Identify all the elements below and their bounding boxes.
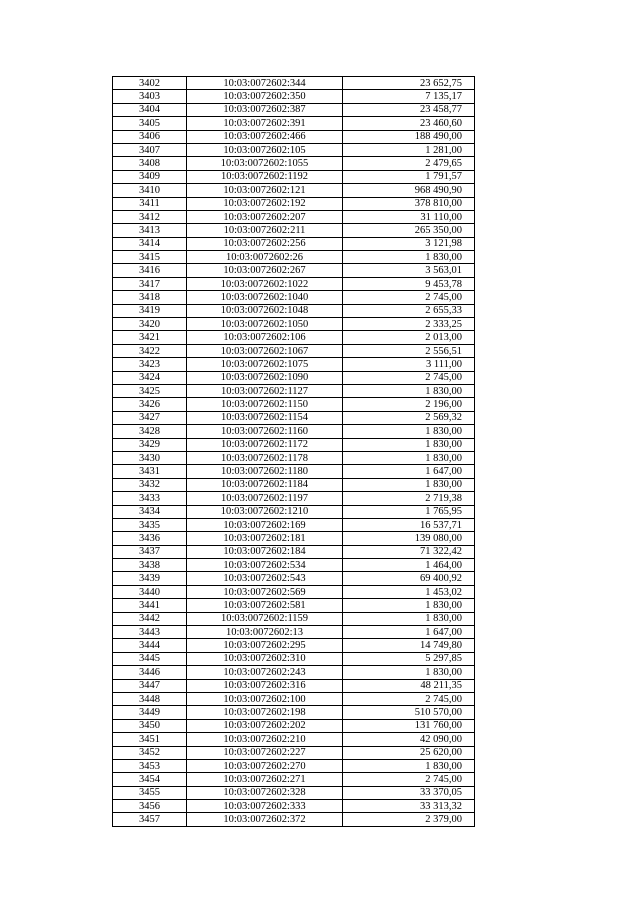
value-cell: 3 563,01 <box>343 264 475 277</box>
value-cell: 2 655,33 <box>343 304 475 317</box>
row-number-cell: 3439 <box>113 572 187 585</box>
cadastral-number-cell: 10:03:0072602:1075 <box>187 358 343 371</box>
table-row <box>113 344 475 357</box>
cadastral-number-cell: 10:03:0072602:569 <box>187 585 343 598</box>
cadastral-number-cell: 10:03:0072602:295 <box>187 639 343 652</box>
table-row <box>113 237 475 250</box>
value-cell: 1 765,95 <box>343 505 475 518</box>
value-cell: 7 135,17 <box>343 90 475 103</box>
cadastral-number-cell: 10:03:0072602:1090 <box>187 371 343 384</box>
table-row <box>113 746 475 759</box>
cadastral-number-cell: 10:03:0072602:227 <box>187 746 343 759</box>
table-row <box>113 773 475 786</box>
table-row <box>113 719 475 732</box>
row-number-cell: 3408 <box>113 157 187 170</box>
table-row <box>113 77 475 90</box>
cadastral-number-cell: 10:03:0072602:211 <box>187 224 343 237</box>
value-cell: 2 013,00 <box>343 331 475 344</box>
row-number-cell: 3427 <box>113 411 187 424</box>
table-row <box>113 786 475 799</box>
table-row <box>113 813 475 826</box>
cadastral-number-cell: 10:03:0072602:181 <box>187 532 343 545</box>
row-number-cell: 3437 <box>113 545 187 558</box>
value-cell: 33 313,32 <box>343 800 475 813</box>
row-number-cell: 3455 <box>113 786 187 799</box>
row-number-cell: 3430 <box>113 451 187 464</box>
cadastral-number-cell: 10:03:0072602:121 <box>187 184 343 197</box>
table-row <box>113 599 475 612</box>
row-number-cell: 3435 <box>113 518 187 531</box>
table-row <box>113 532 475 545</box>
row-number-cell: 3403 <box>113 90 187 103</box>
value-cell: 14 749,80 <box>343 639 475 652</box>
table-row <box>113 398 475 411</box>
value-cell: 510 570,00 <box>343 706 475 719</box>
row-number-cell: 3413 <box>113 224 187 237</box>
cadastral-number-cell: 10:03:0072602:1022 <box>187 277 343 290</box>
table-row <box>113 652 475 665</box>
value-cell: 139 080,00 <box>343 532 475 545</box>
table-row <box>113 384 475 397</box>
row-number-cell: 3436 <box>113 532 187 545</box>
table-row <box>113 759 475 772</box>
table-row <box>113 626 475 639</box>
cadastral-number-cell: 10:03:0072602:1055 <box>187 157 343 170</box>
table-row <box>113 318 475 331</box>
row-number-cell: 3446 <box>113 666 187 679</box>
cadastral-number-cell: 10:03:0072602:1040 <box>187 291 343 304</box>
row-number-cell: 3431 <box>113 465 187 478</box>
cadastral-number-cell: 10:03:0072602:210 <box>187 733 343 746</box>
row-number-cell: 3415 <box>113 251 187 264</box>
table-row <box>113 733 475 746</box>
cadastral-number-cell: 10:03:0072602:1159 <box>187 612 343 625</box>
table-row <box>113 210 475 223</box>
row-number-cell: 3405 <box>113 117 187 130</box>
cadastral-number-cell: 10:03:0072602:1160 <box>187 425 343 438</box>
value-cell: 1 453,02 <box>343 585 475 598</box>
table-row <box>113 585 475 598</box>
table-row <box>113 358 475 371</box>
table-row <box>113 478 475 491</box>
row-number-cell: 3411 <box>113 197 187 210</box>
value-cell: 968 490,90 <box>343 184 475 197</box>
cadastral-number-cell: 10:03:0072602:192 <box>187 197 343 210</box>
value-cell: 1 830,00 <box>343 666 475 679</box>
cadastral-number-cell: 10:03:0072602:1172 <box>187 438 343 451</box>
row-number-cell: 3454 <box>113 773 187 786</box>
table-row <box>113 143 475 156</box>
value-cell: 16 537,71 <box>343 518 475 531</box>
row-number-cell: 3409 <box>113 170 187 183</box>
cadastral-number-cell: 10:03:0072602:13 <box>187 626 343 639</box>
table-row <box>113 130 475 143</box>
row-number-cell: 3444 <box>113 639 187 652</box>
row-number-cell: 3423 <box>113 358 187 371</box>
cadastral-number-cell: 10:03:0072602:1048 <box>187 304 343 317</box>
row-number-cell: 3457 <box>113 813 187 826</box>
value-cell: 1 647,00 <box>343 465 475 478</box>
table-row <box>113 170 475 183</box>
table-row <box>113 518 475 531</box>
row-number-cell: 3445 <box>113 652 187 665</box>
row-number-cell: 3447 <box>113 679 187 692</box>
cadastral-number-cell: 10:03:0072602:26 <box>187 251 343 264</box>
row-number-cell: 3450 <box>113 719 187 732</box>
cadastral-value-table <box>112 76 475 827</box>
cadastral-number-cell: 10:03:0072602:202 <box>187 719 343 732</box>
table-row <box>113 692 475 705</box>
table-row <box>113 291 475 304</box>
value-cell: 1 830,00 <box>343 425 475 438</box>
cadastral-number-cell: 10:03:0072602:207 <box>187 210 343 223</box>
row-number-cell: 3426 <box>113 398 187 411</box>
table-row <box>113 666 475 679</box>
cadastral-number-cell: 10:03:0072602:105 <box>187 143 343 156</box>
cadastral-number-cell: 10:03:0072602:267 <box>187 264 343 277</box>
row-number-cell: 3456 <box>113 800 187 813</box>
value-cell: 1 830,00 <box>343 759 475 772</box>
value-cell: 25 620,00 <box>343 746 475 759</box>
cadastral-number-cell: 10:03:0072602:1184 <box>187 478 343 491</box>
value-cell: 1 464,00 <box>343 559 475 572</box>
value-cell: 2 333,25 <box>343 318 475 331</box>
table-row <box>113 371 475 384</box>
cadastral-number-cell: 10:03:0072602:1154 <box>187 411 343 424</box>
table-row <box>113 492 475 505</box>
value-cell: 2 556,51 <box>343 344 475 357</box>
table-row <box>113 639 475 652</box>
value-cell: 1 830,00 <box>343 384 475 397</box>
row-number-cell: 3449 <box>113 706 187 719</box>
value-cell: 2 745,00 <box>343 291 475 304</box>
row-number-cell: 3410 <box>113 184 187 197</box>
row-number-cell: 3407 <box>113 143 187 156</box>
row-number-cell: 3422 <box>113 344 187 357</box>
table-row <box>113 572 475 585</box>
row-number-cell: 3428 <box>113 425 187 438</box>
value-cell: 2 479,65 <box>343 157 475 170</box>
value-cell: 31 110,00 <box>343 210 475 223</box>
cadastral-number-cell: 10:03:0072602:372 <box>187 813 343 826</box>
row-number-cell: 3451 <box>113 733 187 746</box>
value-cell: 3 121,98 <box>343 237 475 250</box>
value-cell: 1 647,00 <box>343 626 475 639</box>
cadastral-number-cell: 10:03:0072602:391 <box>187 117 343 130</box>
row-number-cell: 3421 <box>113 331 187 344</box>
row-number-cell: 3406 <box>113 130 187 143</box>
value-cell: 42 090,00 <box>343 733 475 746</box>
value-cell: 69 400,92 <box>343 572 475 585</box>
table-row <box>113 251 475 264</box>
table-row <box>113 304 475 317</box>
value-cell: 5 297,85 <box>343 652 475 665</box>
row-number-cell: 3440 <box>113 585 187 598</box>
value-cell: 2 719,38 <box>343 492 475 505</box>
row-number-cell: 3416 <box>113 264 187 277</box>
table-row <box>113 706 475 719</box>
value-cell: 2 196,00 <box>343 398 475 411</box>
table-row <box>113 465 475 478</box>
row-number-cell: 3453 <box>113 759 187 772</box>
value-cell: 3 111,00 <box>343 358 475 371</box>
cadastral-number-cell: 10:03:0072602:1180 <box>187 465 343 478</box>
cadastral-number-cell: 10:03:0072602:1150 <box>187 398 343 411</box>
row-number-cell: 3424 <box>113 371 187 384</box>
cadastral-number-cell: 10:03:0072602:1050 <box>187 318 343 331</box>
table-row <box>113 451 475 464</box>
table-row <box>113 505 475 518</box>
value-cell: 188 490,00 <box>343 130 475 143</box>
cadastral-number-cell: 10:03:0072602:333 <box>187 800 343 813</box>
table-row <box>113 277 475 290</box>
row-number-cell: 3452 <box>113 746 187 759</box>
row-number-cell: 3418 <box>113 291 187 304</box>
table-row <box>113 264 475 277</box>
value-cell: 2 569,32 <box>343 411 475 424</box>
value-cell: 23 458,77 <box>343 103 475 116</box>
value-cell: 1 830,00 <box>343 478 475 491</box>
cadastral-number-cell: 10:03:0072602:184 <box>187 545 343 558</box>
cadastral-number-cell: 10:03:0072602:310 <box>187 652 343 665</box>
table-row <box>113 331 475 344</box>
value-cell: 1 791,57 <box>343 170 475 183</box>
table-row <box>113 679 475 692</box>
table-row <box>113 438 475 451</box>
row-number-cell: 3443 <box>113 626 187 639</box>
table-row <box>113 197 475 210</box>
value-cell: 33 370,05 <box>343 786 475 799</box>
value-cell: 1 830,00 <box>343 451 475 464</box>
table-row <box>113 157 475 170</box>
table-row <box>113 425 475 438</box>
table-row <box>113 103 475 116</box>
row-number-cell: 3412 <box>113 210 187 223</box>
cadastral-number-cell: 10:03:0072602:1210 <box>187 505 343 518</box>
value-cell: 2 745,00 <box>343 773 475 786</box>
cadastral-number-cell: 10:03:0072602:534 <box>187 559 343 572</box>
value-cell: 71 322,42 <box>343 545 475 558</box>
row-number-cell: 3425 <box>113 384 187 397</box>
cadastral-number-cell: 10:03:0072602:256 <box>187 237 343 250</box>
table-row <box>113 117 475 130</box>
table-row <box>113 800 475 813</box>
row-number-cell: 3414 <box>113 237 187 250</box>
cadastral-number-cell: 10:03:0072602:1197 <box>187 492 343 505</box>
row-number-cell: 3438 <box>113 559 187 572</box>
value-cell: 1 830,00 <box>343 438 475 451</box>
table-row <box>113 224 475 237</box>
value-cell: 1 830,00 <box>343 599 475 612</box>
cadastral-number-cell: 10:03:0072602:169 <box>187 518 343 531</box>
cadastral-number-cell: 10:03:0072602:350 <box>187 90 343 103</box>
row-number-cell: 3432 <box>113 478 187 491</box>
cadastral-number-cell: 10:03:0072602:316 <box>187 679 343 692</box>
row-number-cell: 3433 <box>113 492 187 505</box>
table-row <box>113 411 475 424</box>
table-row <box>113 612 475 625</box>
cadastral-number-cell: 10:03:0072602:198 <box>187 706 343 719</box>
table-body <box>113 77 475 827</box>
cadastral-number-cell: 10:03:0072602:466 <box>187 130 343 143</box>
value-cell: 23 460,60 <box>343 117 475 130</box>
table-row <box>113 90 475 103</box>
row-number-cell: 3402 <box>113 77 187 90</box>
row-number-cell: 3429 <box>113 438 187 451</box>
value-cell: 2 745,00 <box>343 371 475 384</box>
cadastral-number-cell: 10:03:0072602:581 <box>187 599 343 612</box>
table-row <box>113 545 475 558</box>
value-cell: 1 830,00 <box>343 251 475 264</box>
cadastral-number-cell: 10:03:0072602:106 <box>187 331 343 344</box>
row-number-cell: 3441 <box>113 599 187 612</box>
value-cell: 2 379,00 <box>343 813 475 826</box>
row-number-cell: 3404 <box>113 103 187 116</box>
cadastral-number-cell: 10:03:0072602:100 <box>187 692 343 705</box>
row-number-cell: 3420 <box>113 318 187 331</box>
cadastral-number-cell: 10:03:0072602:328 <box>187 786 343 799</box>
cadastral-number-cell: 10:03:0072602:387 <box>187 103 343 116</box>
row-number-cell: 3434 <box>113 505 187 518</box>
value-cell: 23 652,75 <box>343 77 475 90</box>
value-cell: 378 810,00 <box>343 197 475 210</box>
cadastral-number-cell: 10:03:0072602:1192 <box>187 170 343 183</box>
cadastral-number-cell: 10:03:0072602:1067 <box>187 344 343 357</box>
table-row <box>113 559 475 572</box>
value-cell: 48 211,35 <box>343 679 475 692</box>
cadastral-number-cell: 10:03:0072602:271 <box>187 773 343 786</box>
value-cell: 2 745,00 <box>343 692 475 705</box>
value-cell: 131 760,00 <box>343 719 475 732</box>
cadastral-number-cell: 10:03:0072602:243 <box>187 666 343 679</box>
cadastral-number-cell: 10:03:0072602:344 <box>187 77 343 90</box>
cadastral-number-cell: 10:03:0072602:270 <box>187 759 343 772</box>
cadastral-number-cell: 10:03:0072602:543 <box>187 572 343 585</box>
cadastral-number-cell: 10:03:0072602:1127 <box>187 384 343 397</box>
value-cell: 9 453,78 <box>343 277 475 290</box>
row-number-cell: 3448 <box>113 692 187 705</box>
value-cell: 1 830,00 <box>343 612 475 625</box>
row-number-cell: 3419 <box>113 304 187 317</box>
cadastral-number-cell: 10:03:0072602:1178 <box>187 451 343 464</box>
table-row <box>113 184 475 197</box>
value-cell: 1 281,00 <box>343 143 475 156</box>
value-cell: 265 350,00 <box>343 224 475 237</box>
row-number-cell: 3442 <box>113 612 187 625</box>
row-number-cell: 3417 <box>113 277 187 290</box>
